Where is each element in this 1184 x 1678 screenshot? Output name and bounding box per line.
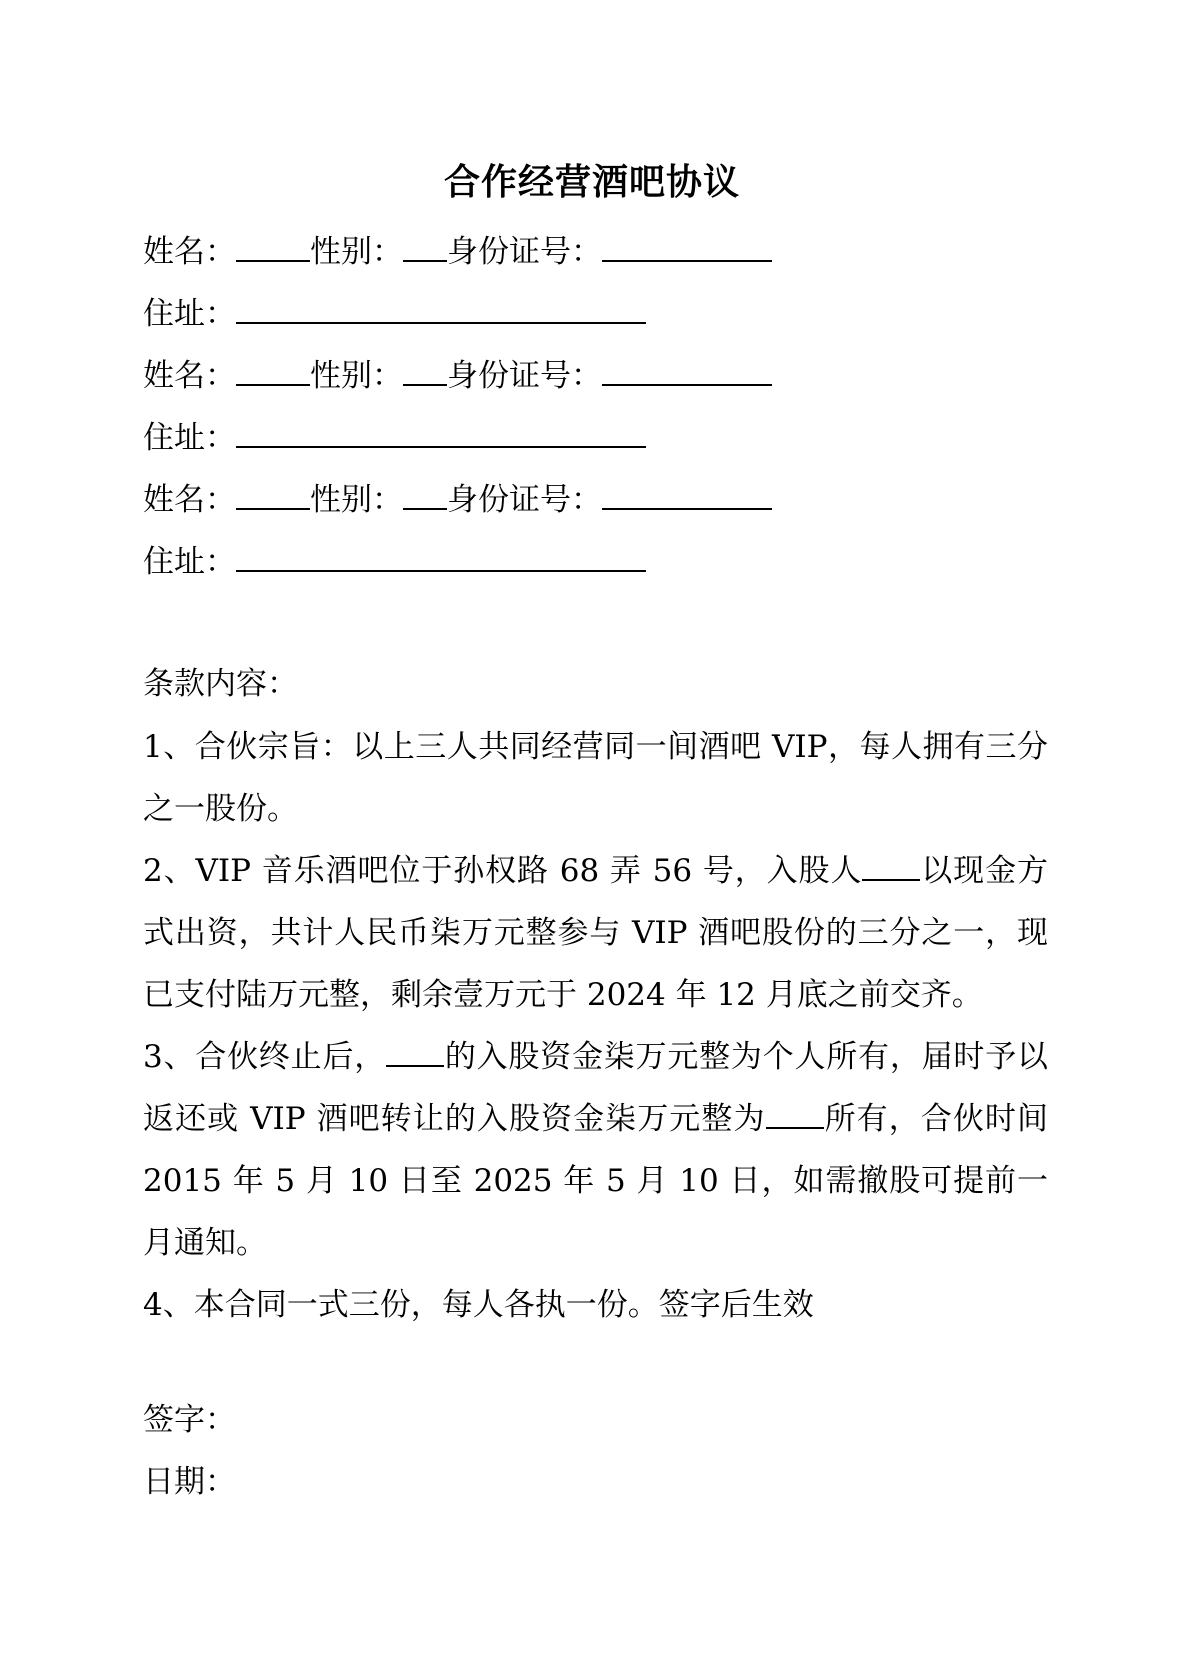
address-label: 住址： <box>143 296 236 332</box>
document-title: 合作经营酒吧协议 <box>443 161 740 203</box>
clause-4: 4、本合同一式三份，每人各执一份。签字后生效 <box>143 1287 814 1323</box>
clause-2 <box>143 840 1048 1026</box>
gender-blank <box>403 230 447 262</box>
id-number-label: 身份证号： <box>447 234 602 270</box>
id-number-label: 身份证号： <box>447 482 602 518</box>
id-number-label: 身份证号： <box>447 358 602 394</box>
address-label: 住址： <box>143 420 236 456</box>
name-blank <box>236 354 310 386</box>
owner-blank-2 <box>766 1097 824 1129</box>
terms-heading: 条款内容： <box>143 666 298 702</box>
party-3-info-row <box>143 478 772 520</box>
party-3-address-row <box>143 540 646 582</box>
clause-3-text-c: 所有，合伙时间 2015 年 5 月 10 日至 2025 年 5 月 10 日，如需撤股可提前一月通知。 <box>143 1101 1048 1261</box>
name-label: 姓名： <box>143 482 236 518</box>
clause-3 <box>143 1026 1048 1274</box>
name-label: 姓名： <box>143 234 236 270</box>
party-1-address-row <box>143 292 646 334</box>
clause-3-text-a: 3、合伙终止后， <box>143 1039 387 1075</box>
party-2-info-row <box>143 354 772 396</box>
clause-2-text-a: 2、VIP 音乐酒吧位于孙权路 68 弄 56 号，入股人 <box>143 853 863 889</box>
gender-blank <box>403 478 447 510</box>
investor-blank <box>862 849 920 881</box>
id-number-blank <box>602 230 772 262</box>
owner-blank-1 <box>386 1035 444 1067</box>
clause-3-text-b: 的入股资金柒万元整为个人所有，届时予以返还或 VIP 酒吧转让的入股资金柒万元整为 <box>143 1039 1048 1137</box>
id-number-blank <box>602 478 772 510</box>
name-blank <box>236 478 310 510</box>
party-1-info-row <box>143 230 772 272</box>
address-blank <box>236 292 646 324</box>
gender-label: 性别： <box>310 482 403 518</box>
address-blank <box>236 540 646 572</box>
name-label: 姓名： <box>143 358 236 394</box>
signature-label: 签字： <box>143 1402 236 1438</box>
address-blank <box>236 416 646 448</box>
gender-label: 性别： <box>310 234 403 270</box>
gender-blank <box>403 354 447 386</box>
name-blank <box>236 230 310 262</box>
date-label: 日期： <box>143 1464 236 1500</box>
clause-1: 1、合伙宗旨：以上三人共同经营同一间酒吧 VIP，每人拥有三分之一股份。 <box>143 729 1048 827</box>
id-number-blank <box>602 354 772 386</box>
address-label: 住址： <box>143 544 236 580</box>
clause-2-text-b: 以现金方式出资，共计人民币柒万元整参与 VIP 酒吧股份的三分之一，现已支付陆万元整，剩余壹万元于 2024 年 12 月底之前交齐。 <box>143 853 1048 1013</box>
party-2-address-row <box>143 416 646 458</box>
gender-label: 性别： <box>310 358 403 394</box>
